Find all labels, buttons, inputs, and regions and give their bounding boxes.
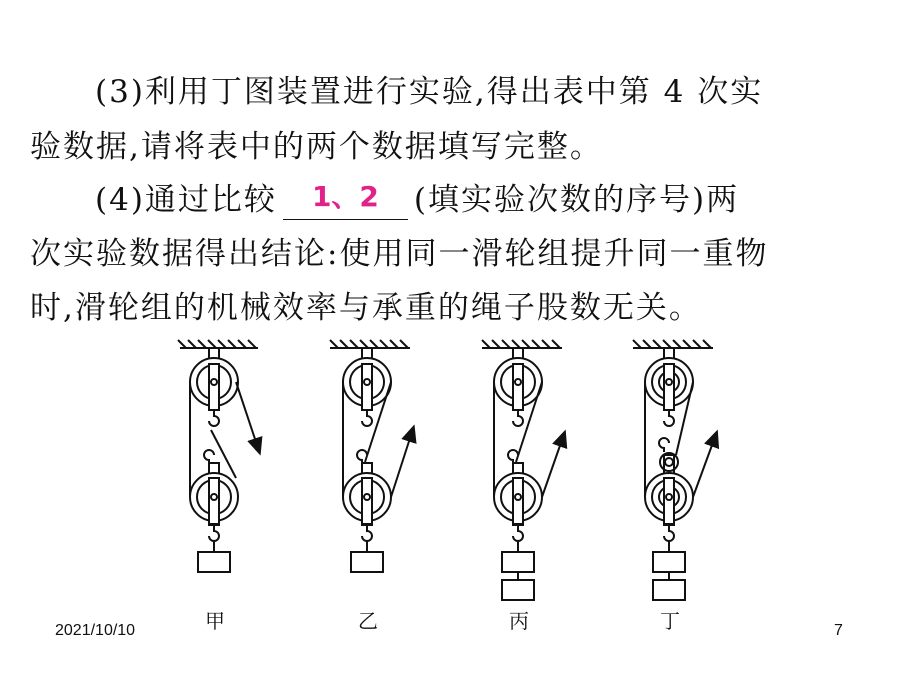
pulley-system-jia xyxy=(178,340,258,572)
page-number: 7 xyxy=(834,622,843,639)
figure-label-jia: 甲 xyxy=(205,609,225,633)
figure-label-bing: 丙 xyxy=(509,609,529,633)
footer-date: 2021/10/10 xyxy=(55,622,136,639)
question-4-suffix: (填实验次数的序号)两 xyxy=(413,182,740,218)
figure-label-yi: 乙 xyxy=(358,609,378,633)
question-3-line-2: 验数据,请将表中的两个数据填写完整。 xyxy=(30,129,603,165)
pulley-system-bing xyxy=(482,340,563,600)
figure-label-ding: 丁 xyxy=(660,609,680,633)
question-4-prefix: (4)通过比较 xyxy=(95,182,277,218)
question-3-line-1: (3)利用丁图装置进行实验,得出表中第 4 次实 xyxy=(95,74,764,110)
question-4-line-3: 时,滑轮组的机械效率与承重的绳子股数无关。 xyxy=(30,290,702,326)
pulley-system-yi xyxy=(330,340,412,572)
question-4-line-2: 次实验数据得出结论:使用同一滑轮组提升同一重物 xyxy=(30,236,769,272)
pulley-system-ding xyxy=(633,340,715,600)
answer-text: 1、2 xyxy=(311,180,379,213)
